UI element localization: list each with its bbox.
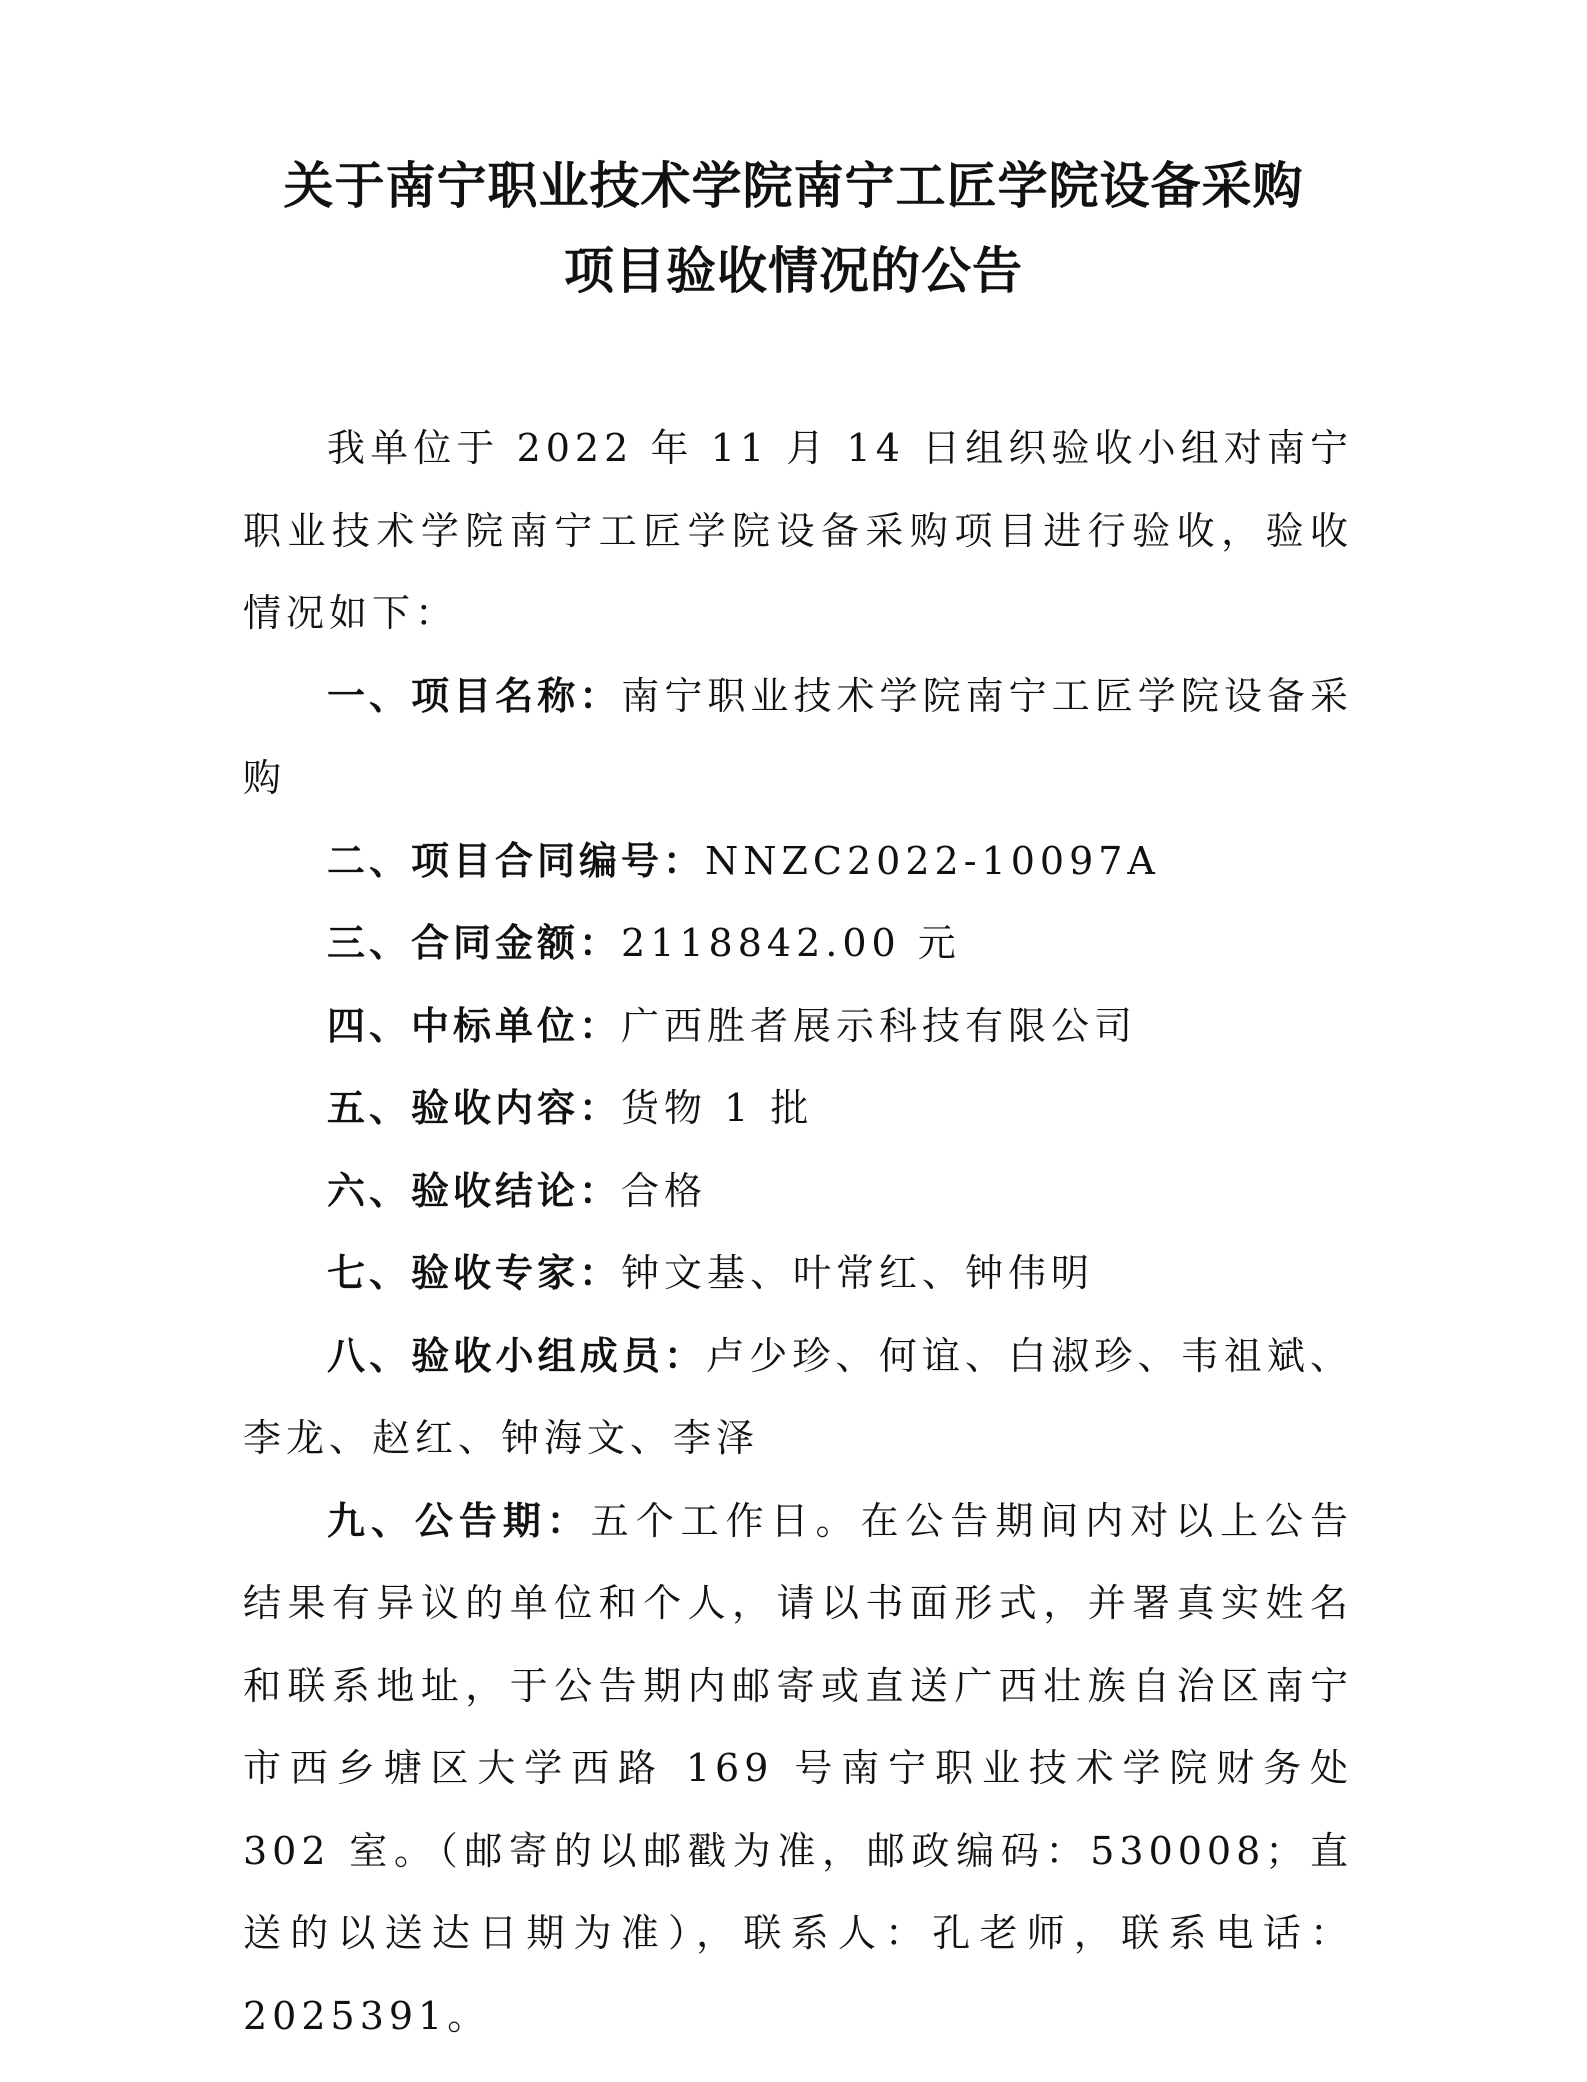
item-group-members: [243, 1315, 1353, 1480]
item-label: 九、公告期：: [327, 1498, 591, 1543]
item-label: 五、验收内容：: [327, 1086, 622, 1130]
item-contract-number: [243, 820, 1353, 903]
item-contract-amount: [243, 902, 1353, 985]
item-label: 一、项目名称：: [327, 673, 622, 718]
item-value: 2118842.00 元: [621, 921, 961, 965]
item-label: 七、验收专家：: [327, 1251, 622, 1295]
item-label: 八、验收小组成员：: [327, 1333, 707, 1378]
item-acceptance-conclusion: [243, 1150, 1353, 1233]
item-value: 合格: [621, 1168, 708, 1213]
item-label: 六、验收结论：: [327, 1168, 622, 1213]
item-label: 二、项目合同编号：: [327, 838, 706, 883]
document-body: [243, 407, 1353, 2057]
item-notice-period: [243, 1480, 1353, 2058]
item-acceptance-content: [243, 1067, 1353, 1150]
item-label: 四、中标单位：: [327, 1003, 622, 1048]
item-project-name: [243, 655, 1353, 820]
item-label: 三、合同金额：: [327, 921, 622, 965]
document-title-line2: 项目验收情况的公告: [564, 242, 1023, 300]
item-value: 广西胜者展示科技有限公司: [621, 1003, 1138, 1048]
intro-paragraph: 我单位于 2022 年 11 月 14 日组织验收小组对南宁职业技术学院南宁工匠学院设备采购项目进行验收，验收情况如下：: [243, 426, 1353, 635]
item-value: NNZC2022-10097A: [705, 838, 1160, 883]
item-winning-bidder: [243, 985, 1353, 1068]
item-value: 卢少珍、何谊、白淑珍、韦祖斌、李龙、赵红、钟海文、李泽: [243, 1333, 1353, 1460]
item-value: 钟文基、叶常红、钟伟明: [621, 1251, 1095, 1295]
item-value: 南宁职业技术学院南宁工匠学院设备采购: [243, 673, 1353, 800]
item-value: 五个工作日。在公告期间内对以上公告结果有异议的单位和个人，请以书面形式，并署真实姓名和联系地址，于公告期内邮寄或直送广西壮族自治区南宁市西乡塘区大学西路 169 号南宁职业技术学院财务处 302 室。（邮寄的以邮戳为准，邮政编码：530008；直送的以送达日期为准），联系人：孔老师，联系电话：2025391。: [243, 1498, 1353, 2038]
item-value: 货物 1 批: [621, 1086, 814, 1130]
item-acceptance-experts: [243, 1232, 1353, 1315]
document-title-line1: 关于南宁职业技术学院南宁工匠学院设备采购: [283, 157, 1304, 215]
